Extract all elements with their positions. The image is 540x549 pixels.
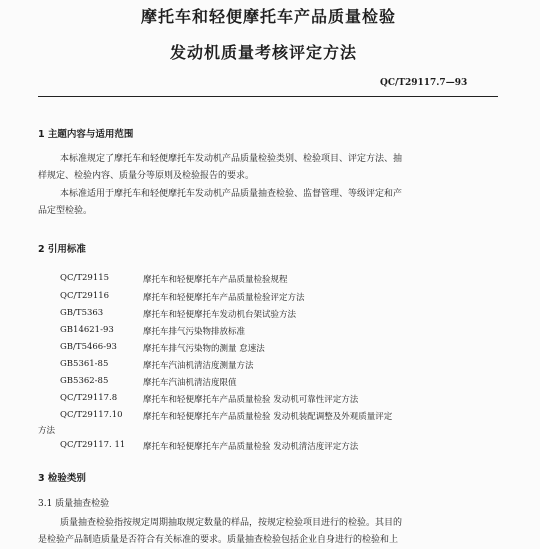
reference-title: 摩托车汽油机清洁度测量方法 (143, 361, 254, 371)
s1-para1-line2: 样规定、检验内容、质量分等原则及检验报告的要求。 (38, 171, 255, 181)
document-title-line1: 摩托车和轻便摩托车产品质量检验 (141, 7, 397, 26)
reference-title: 摩托车和轻便摩托车产品质量检验 发动机可靠性评定方法 (143, 395, 359, 405)
reference-title-continuation: 方法 (38, 426, 56, 436)
reference-title: 摩托车排气污染物排放标准 (143, 327, 246, 337)
header-rule (38, 96, 498, 97)
reference-title: 摩托车和轻便摩托车产品质量检验评定方法 (143, 293, 305, 303)
reference-code: GB/T5363 (60, 308, 104, 318)
reference-code: QC/T29117.10 (60, 410, 123, 420)
reference-title: 摩托车和轻便摩托车产品质量检验 发动机清洁度评定方法 (143, 442, 359, 452)
reference-title: 摩托车汽油机清洁度限值 (143, 378, 237, 388)
reference-code: QC/T29117.8 (60, 393, 118, 403)
document-title-line2: 发动机质量考核评定方法 (170, 43, 358, 62)
section-3-1-heading: 3.1 质量抽查检验 (38, 499, 110, 509)
reference-code: QC/T29116 (60, 291, 110, 301)
s1-para2-line2: 品定型检验。 (38, 206, 93, 216)
section-2-heading: 2 引用标准 (38, 244, 86, 255)
reference-code: QC/T29115 (60, 273, 110, 283)
s31-para-line2: 是检验产品制造质量是否符合有关标准的要求。质量抽查检验包括企业自身进行的检验和上 (38, 535, 399, 545)
s1-para2-line1: 本标准适用于摩托车和轻便摩托车发动机产品质量抽查检验、监督管理、等级评定和产 (60, 189, 403, 199)
reference-title: 摩托车和轻便摩托车发动机台架试验方法 (143, 310, 297, 320)
section-3-heading: 3 检验类别 (38, 473, 86, 484)
standard-number: QC/T29117.7—93 (380, 78, 468, 88)
reference-title: 摩托车和轻便摩托车产品质量检验规程 (143, 275, 288, 285)
reference-code: GB/T5466-93 (60, 342, 117, 352)
reference-code: QC/T29117. 11 (60, 440, 126, 450)
reference-title: 摩托车排气污染物的测量 怠速法 (143, 344, 265, 354)
reference-title: 摩托车和轻便摩托车产品质量检验 发动机装配调整及外观质量评定 (143, 412, 393, 422)
s31-para-line1: 质量抽查检验指按规定周期抽取规定数量的样品，按规定检验项目进行的检验。其目的 (60, 518, 403, 528)
section-1-heading: 1 主题内容与适用范围 (38, 129, 134, 140)
s1-para1-line1: 本标准规定了摩托车和轻便摩托车发动机产品质量检验类别、检验项目、评定方法、抽 (60, 154, 403, 164)
reference-code: GB5361-85 (60, 359, 109, 369)
reference-code: GB14621-93 (60, 325, 114, 335)
reference-code: GB5362-85 (60, 376, 109, 386)
